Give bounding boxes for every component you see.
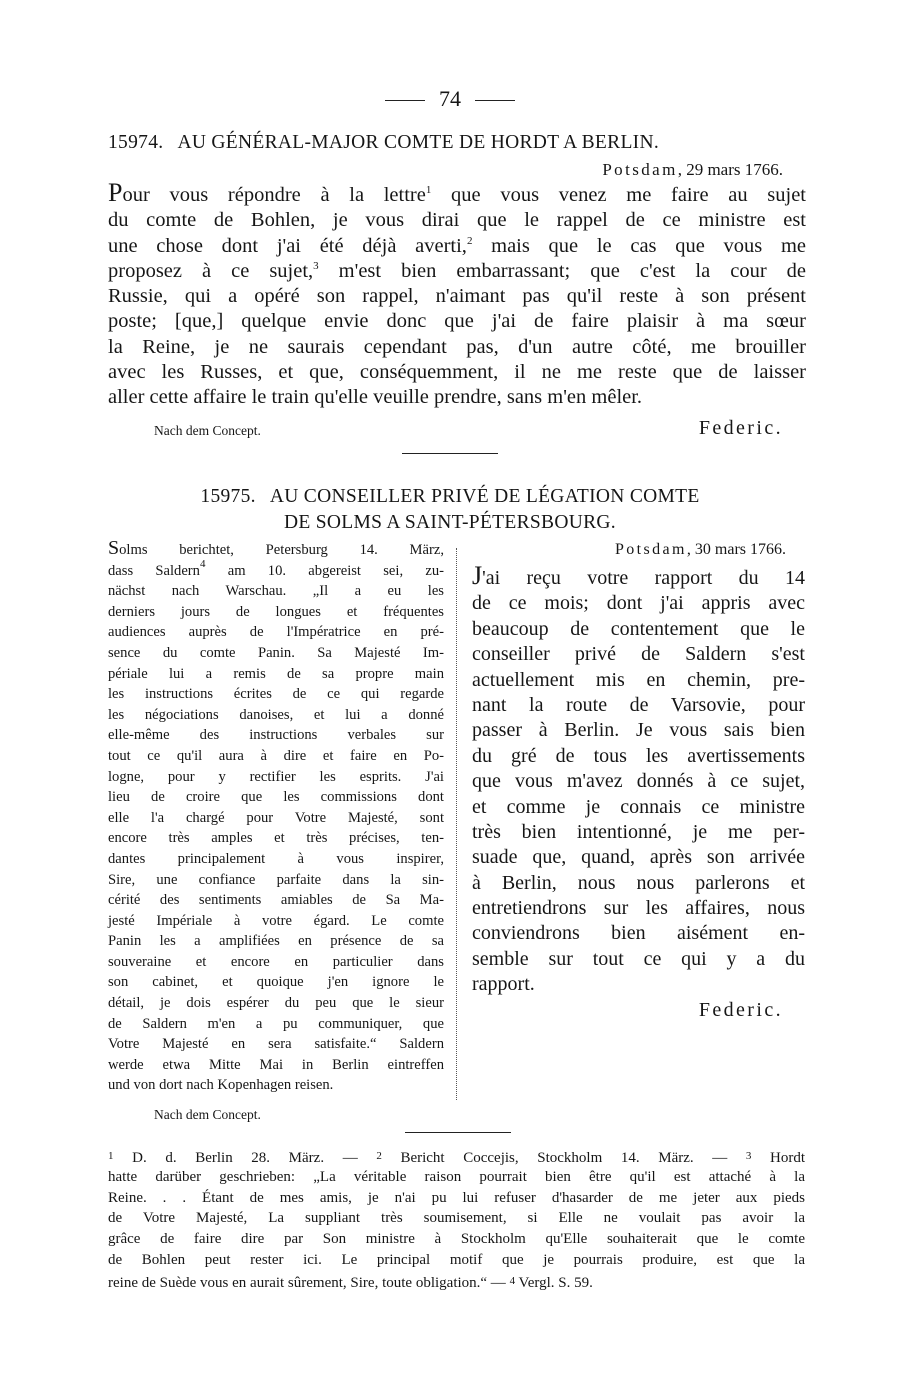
page-number: 74	[439, 86, 461, 111]
letter-1-number: 15974.	[108, 132, 164, 153]
summary-text: de Saldern m'en a pu communiquer, que	[108, 1015, 444, 1032]
letter-1-body-text: mais que le cas que vous me	[472, 234, 806, 257]
summary-line	[108, 581, 444, 602]
summary-column	[108, 537, 444, 1096]
summary-text: am 10. abgereist sei, zu-	[205, 562, 444, 579]
letter-1-body-text: proposez à ce sujet,	[108, 259, 314, 282]
footnote-marker: 2	[466, 234, 473, 247]
summary-text: dass Saldern	[108, 562, 200, 579]
reply-text: que vous m'avez donnés à ce sujet,	[472, 770, 805, 793]
reply-line	[472, 896, 805, 921]
footnote-line	[108, 1250, 805, 1271]
letter-1-body-line	[108, 335, 806, 360]
summary-text: logne, pour y rectifier les esprits. J'ai	[108, 768, 444, 785]
letter-1-body-text: avec les Russes, et que, conséquemment, il ne me reste que de laisser	[108, 361, 806, 384]
reply-line	[472, 718, 805, 743]
footnote-line	[108, 1188, 805, 1209]
letter-1-body-line	[108, 178, 806, 208]
summary-text: périale lui a remis de sa propre main	[108, 665, 444, 682]
reply-text: suade que, quand, après son arrivée	[472, 846, 805, 869]
reply-line	[472, 561, 805, 591]
reply-line	[472, 668, 805, 693]
footnote-text: Hordt	[751, 1150, 806, 1166]
summary-text: Votre Majesté en sera satisfaite.“ Saldern	[108, 1036, 444, 1053]
letter-1-body-initial: P	[108, 178, 123, 207]
summary-line	[108, 952, 444, 973]
letter-1-body-line	[108, 360, 806, 385]
summary-line	[108, 643, 444, 664]
summary-line	[108, 993, 444, 1014]
letter-2-date: , 30 mars 1766.	[686, 541, 786, 558]
section-divider	[402, 453, 498, 454]
summary-text: Panin les a amplifiées en présence de sa	[108, 933, 444, 950]
summary-text: elle l'a chargé pour Votre Majesté, sont	[108, 809, 444, 826]
summary-text: sence du comte Panin. Sa Majesté Im-	[108, 644, 444, 661]
footnote-line	[108, 1167, 805, 1188]
column-divider	[456, 548, 457, 1100]
footnote-number: 4	[509, 1274, 516, 1287]
letter-1-source: Nach dem Concept.	[154, 423, 261, 438]
summary-line	[108, 1055, 444, 1076]
letter-1-body-text: Russie, qui a opéré son rappel, n'aimant pas qu'il reste à son présent	[108, 285, 806, 308]
summary-text: encore très amples et très précises, ten-	[108, 830, 444, 847]
summary-text: Sire, une confiance parfaite dans la sin-	[108, 871, 444, 888]
summary-text: jesté Impériale à votre égard. Le comte	[108, 912, 444, 929]
letter-1-body-text: une chose dont j'ai été déjà averti,	[108, 234, 467, 257]
reply-line	[472, 820, 805, 845]
summary-text: cérité des sentiments amiables de Sa Ma-	[108, 892, 444, 909]
reply-line	[472, 642, 805, 667]
letter-1-body-text: la Reine, je ne saurais cependant pas, d'un autre côté, me brouiller	[108, 335, 806, 358]
letter-1-body-last-line: aller cette affaire le train qu'elle veuille prendre, sans m'en mêler.	[108, 386, 643, 409]
summary-text: audiences auprès de l'Impératrice en pré-	[108, 624, 444, 641]
reply-line	[472, 921, 805, 946]
letter-1-body-text: poste; [que,] quelque envie donc que j'ai de faire plaisir à ma sœur	[108, 310, 806, 333]
footnote-text: reine de Suède vous en aurait sûrement, Sire, toute obligation.“ —	[108, 1274, 510, 1291]
letter-2-heading-line-1	[0, 484, 900, 510]
summary-text: les négociations danoises, et lui a donné	[108, 706, 444, 723]
summary-text: son cabinet, et quoique j'en ignore le	[108, 974, 444, 991]
summary-text: souveraine et encore en particulier dans	[108, 953, 444, 970]
footnote-text: grâce de faire dire par Son ministre à Stockholm qu'Elle souhaiterait que le comte	[108, 1231, 805, 1248]
letter-1-body-line	[108, 234, 806, 259]
reply-line	[472, 744, 805, 769]
letter-2-title-2: DE SOLMS A SAINT-PÉTERSBOURG.	[284, 512, 616, 533]
letter-1-body-line	[108, 284, 806, 309]
letter-2-title-1: AU CONSEILLER PRIVÉ DE LÉGATION COMTE	[269, 486, 700, 507]
summary-line	[108, 746, 444, 767]
letter-1-body	[108, 178, 806, 411]
summary-line	[108, 767, 444, 788]
reply-line	[472, 693, 805, 718]
summary-line	[108, 1034, 444, 1055]
summary-line	[108, 911, 444, 932]
letter-1-body-text: m'est bien embarrassant; que c'est la cour de	[318, 259, 806, 282]
footnote-text: de Votre Majesté, La suppliant très soumisement, si Elle ne voulait pas avoir la	[108, 1210, 805, 1227]
summary-line	[108, 705, 444, 726]
summary-line	[108, 725, 444, 746]
reply-text: passer à Berlin. Je vous sais bien	[472, 719, 805, 742]
summary-line	[108, 622, 444, 643]
footnote-line	[108, 1208, 805, 1229]
reply-line	[472, 769, 805, 794]
summary-line	[108, 808, 444, 829]
reply-text: et comme je connais ce ministre	[472, 795, 805, 818]
reply-text: entretiendrons sur les affaires, nous	[472, 897, 805, 920]
letter-1-body-line	[108, 208, 806, 233]
footnote-text: hatte darüber geschrieben: „La véritable raison pourrait bien être qu'il est attaché à la	[108, 1168, 805, 1185]
summary-text: tout ce qu'il aura à dire et faire en Po-	[108, 747, 444, 764]
letter-1-date: , 29 mars 1766.	[677, 160, 783, 179]
footnote-number: 1	[108, 1150, 114, 1162]
summary-last-line: und von dort nach Kopenhagen reisen.	[108, 1077, 334, 1094]
reply-text: conseiller privé de Saldern s'est	[472, 643, 805, 666]
letter-1-body-line	[108, 309, 806, 334]
reply-text: 'ai reçu votre rapport du 14	[482, 567, 805, 589]
reply-last-line: rapport.	[472, 973, 535, 996]
footnote-line	[108, 1146, 805, 1167]
reply-line	[472, 947, 805, 972]
summary-line	[108, 931, 444, 952]
summary-text: lieu de croire que les commissions dont	[108, 789, 444, 806]
summary-line	[108, 849, 444, 870]
reply-text: nant la route de Varsovie, pour	[472, 693, 805, 716]
reply-text: conviendrons bien aisément en-	[472, 922, 805, 945]
reply-line	[472, 591, 805, 616]
letter-1-dateline	[540, 160, 783, 180]
page-number-left-rule	[385, 100, 425, 101]
letter-1-title: AU GÉNÉRAL-MAJOR COMTE DE HORDT A BERLIN.	[177, 132, 660, 153]
footnote-marker: 4	[199, 557, 206, 570]
summary-text: derniers jours de longues et fréquentes	[108, 603, 444, 620]
letter-1-body-text: que vous venez me faire au sujet	[431, 184, 806, 206]
reply-line	[472, 795, 805, 820]
footnote-marker: 3	[313, 259, 319, 272]
footnote-text: de Bohlen peut rester ici. Le principal motif que je pourrais produire, est que la	[108, 1251, 805, 1268]
summary-text: détail, je dois espérer du peu que le sieur	[108, 995, 444, 1012]
reply-line	[472, 845, 805, 870]
letter-1-body-line	[108, 259, 806, 284]
summary-text: nächst nach Warschau. „Il a eu les	[108, 583, 444, 600]
reply-text: du gré de tous les avertissements	[472, 744, 805, 767]
footnote-text: Bericht Coccejis, Stockholm 14. März. —	[381, 1150, 746, 1166]
letter-2-signature: Federic.	[698, 999, 783, 1021]
summary-line	[108, 602, 444, 623]
letter-1-body-text: our vous répondre à la lettre	[122, 184, 426, 206]
footnote-text: Vergl. S. 59.	[515, 1274, 593, 1291]
reply-column	[472, 561, 805, 998]
footnote-line	[108, 1229, 805, 1250]
footnote-marker: 1	[425, 184, 432, 196]
footnote-line	[108, 1271, 805, 1292]
letter-2-place: Potsdam	[614, 541, 687, 558]
reply-initial: J	[472, 561, 483, 590]
footnote-text: D. d. Berlin 28. März. —	[113, 1150, 377, 1166]
reply-text: très bien intentionné, je me per-	[472, 820, 805, 843]
summary-text: elle-même des instructions verbales sur	[108, 727, 444, 744]
summary-line	[108, 537, 444, 561]
summary-line	[108, 972, 444, 993]
page-number-right-rule	[475, 100, 515, 101]
letter-1-heading	[108, 132, 808, 154]
footnote-text: Reine. . . Étant de mes amis, je n'ai pu lui refuser d'hasarder de me jeter aux pieds	[108, 1189, 805, 1206]
summary-line	[108, 870, 444, 891]
reply-text: actuellement mis en chemin, pre-	[472, 668, 805, 691]
letter-1-signature: Federic.	[698, 417, 783, 439]
reply-text: beaucoup de contentement que le	[472, 617, 805, 640]
reply-line	[472, 617, 805, 642]
summary-text: dantes principalement à vous inspirer,	[108, 850, 444, 867]
reply-text: de ce mois; dont j'ai appris avec	[472, 592, 805, 615]
page-number-block	[0, 86, 900, 112]
summary-line	[108, 557, 444, 582]
footnote-number: 2	[376, 1150, 382, 1162]
summary-text: werde etwa Mitte Mai in Berlin eintreffen	[108, 1056, 444, 1073]
summary-text: olms berichtet, Petersburg 14. März,	[119, 542, 444, 558]
letter-2-dateline	[470, 541, 786, 559]
letter-2-heading	[0, 484, 900, 536]
summary-line	[108, 684, 444, 705]
letter-2-source: Nach dem Concept.	[154, 1107, 261, 1122]
summary-line	[108, 1014, 444, 1035]
footnote-number: 3	[745, 1150, 752, 1162]
letter-2-number: 15975.	[200, 486, 256, 507]
reply-line	[472, 871, 805, 896]
reply-text: à Berlin, nous nous parlerons et	[472, 871, 805, 894]
summary-line	[108, 828, 444, 849]
summary-line	[108, 664, 444, 685]
summary-line	[108, 787, 444, 808]
letter-1-body-text: du comte de Bohlen, je vous dirai que le rappel de ce ministre est	[108, 209, 806, 232]
footnotes	[108, 1146, 805, 1292]
letter-1-place: Potsdam	[602, 160, 678, 179]
summary-line	[108, 890, 444, 911]
reply-text: semble sur tout ce qui y a du	[472, 947, 805, 970]
summary-initial: S	[108, 537, 120, 559]
footnote-divider	[405, 1132, 511, 1133]
summary-text: les instructions écrites de ce qui regarde	[108, 686, 444, 703]
